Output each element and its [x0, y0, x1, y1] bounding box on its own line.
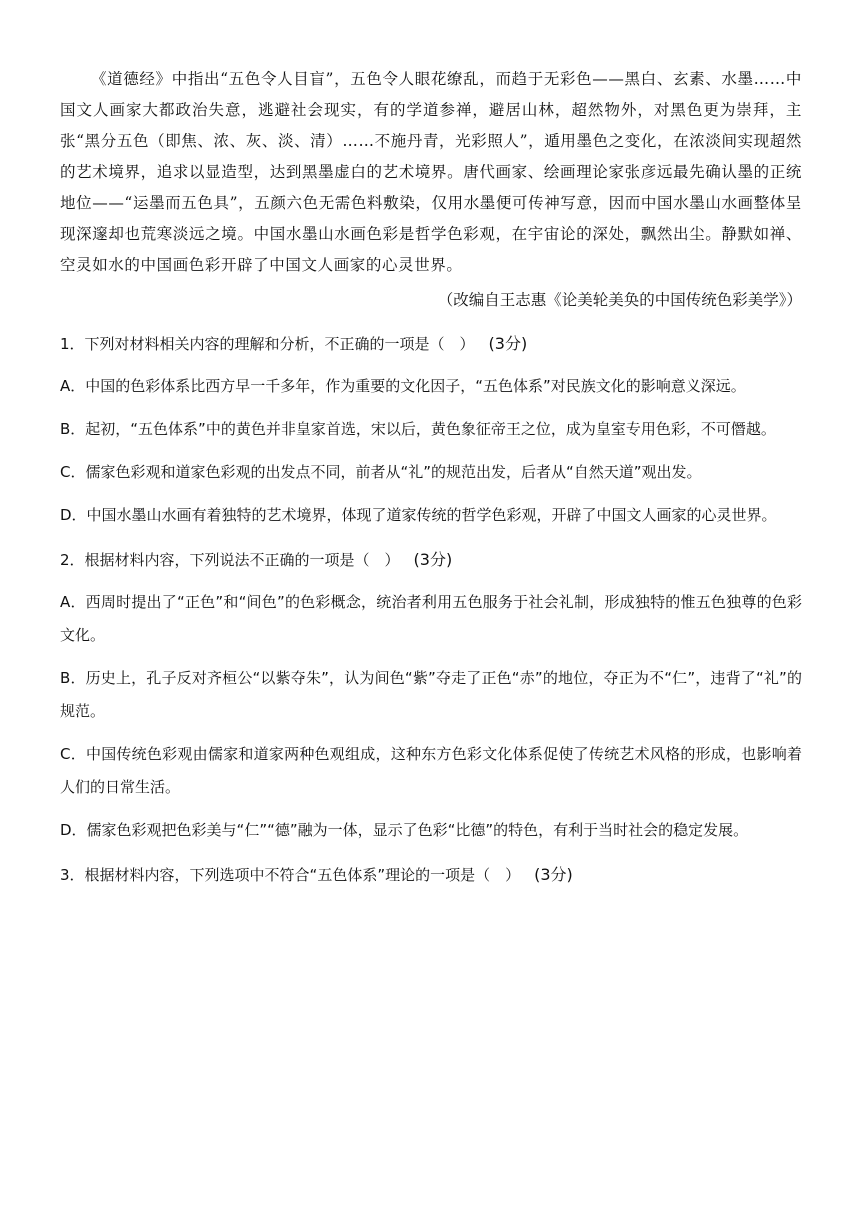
option-a: A．西周时提出了“正色”和“间色”的色彩概念，统治者利用五色服务于社会礼制，形成独特的惟五色独尊的色彩文化。 [60, 593, 802, 644]
question-stem [60, 861, 802, 889]
passage-text: 《道德经》中指出“五色令人目盲”，五色令人眼花缭乱，而趋于无彩色——黑白、玄素、水墨……中国文人画家大都政治失意，逃避社会现实，有的学道参禅，避居山林，超然物外，对黑色更为崇拜，主张“黑分五色（即焦、浓、灰、淡、清）……不施丹青，光彩照人”，遁用墨色之变化，在浓淡间实现超然的艺术境界，追求以显造型，达到黑墨虚白的艺术境界。唐代画家、绘画理论家张彦远最先确认墨的正统地位——“运墨而五色具”，五颜六色无需色料敷染，仅用水墨便可传神写意，因而中国水墨山水画整体呈现深邃却也荒寒淡远之境。中国水墨山水画色彩是哲学色彩观，在宇宙论的深处，飘然出尘。静默如禅、空灵如水的中国画色彩开辟了中国文人画家的心灵世界。 [60, 70, 802, 274]
question-2 [60, 546, 802, 847]
document-page [60, 64, 802, 901]
question-stem-text: 3．根据材料内容，下列选项中不符合“五色体系”理论的一项是（ ） [60, 866, 521, 884]
question-points: (3分) [534, 865, 573, 884]
option-a: A．中国的色彩体系比西方早一千多年，作为重要的文化因子，“五色体系”对民族文化的影响意义深远。 [60, 377, 746, 395]
question-stem-text: 2．根据材料内容，下列说法不正确的一项是（ ） [60, 551, 400, 569]
passage-source: （改编自王志惠《论美轮美奂的中国传统色彩美学》） [437, 291, 802, 309]
question-points: (3分) [488, 334, 528, 353]
question-stem-text: 1．下列对材料相关内容的理解和分析，不正确的一项是（ ） [60, 335, 475, 353]
option-b: B．起初，“五色体系”中的黄色并非皇家首选，宋以后，黄色象征帝王之位，成为皇室专用色彩，不可僭越。 [60, 420, 776, 438]
question-1 [60, 330, 802, 532]
question-stem [60, 546, 802, 574]
question-stem [60, 330, 802, 358]
option-b: B．历史上，孔子反对齐桓公“以紫夺朱”，认为间色“紫”夺走了正色“赤”的地位，夺正为不“仁”，违背了“礼”的规范。 [60, 669, 802, 720]
question-points: (3分) [413, 550, 453, 569]
option-d: D．中国水墨山水画有着独特的艺术境界，体现了道家传统的哲学色彩观，开辟了中国文人画家的心灵世界。 [60, 506, 777, 524]
option-d: D．儒家色彩观把色彩美与“仁”“德”融为一体，显示了色彩“比德”的特色，有利于当时社会的稳定发展。 [60, 821, 749, 839]
question-3 [60, 861, 802, 889]
option-c: C．中国传统色彩观由儒家和道家两种色观组成，这种东方色彩文化体系促使了传统艺术风格的形成，也影响着人们的日常生活。 [60, 745, 802, 796]
option-c: C．儒家色彩观和道家色彩观的出发点不同，前者从“礼”的规范出发，后者从“自然天道”观出发。 [60, 463, 702, 481]
